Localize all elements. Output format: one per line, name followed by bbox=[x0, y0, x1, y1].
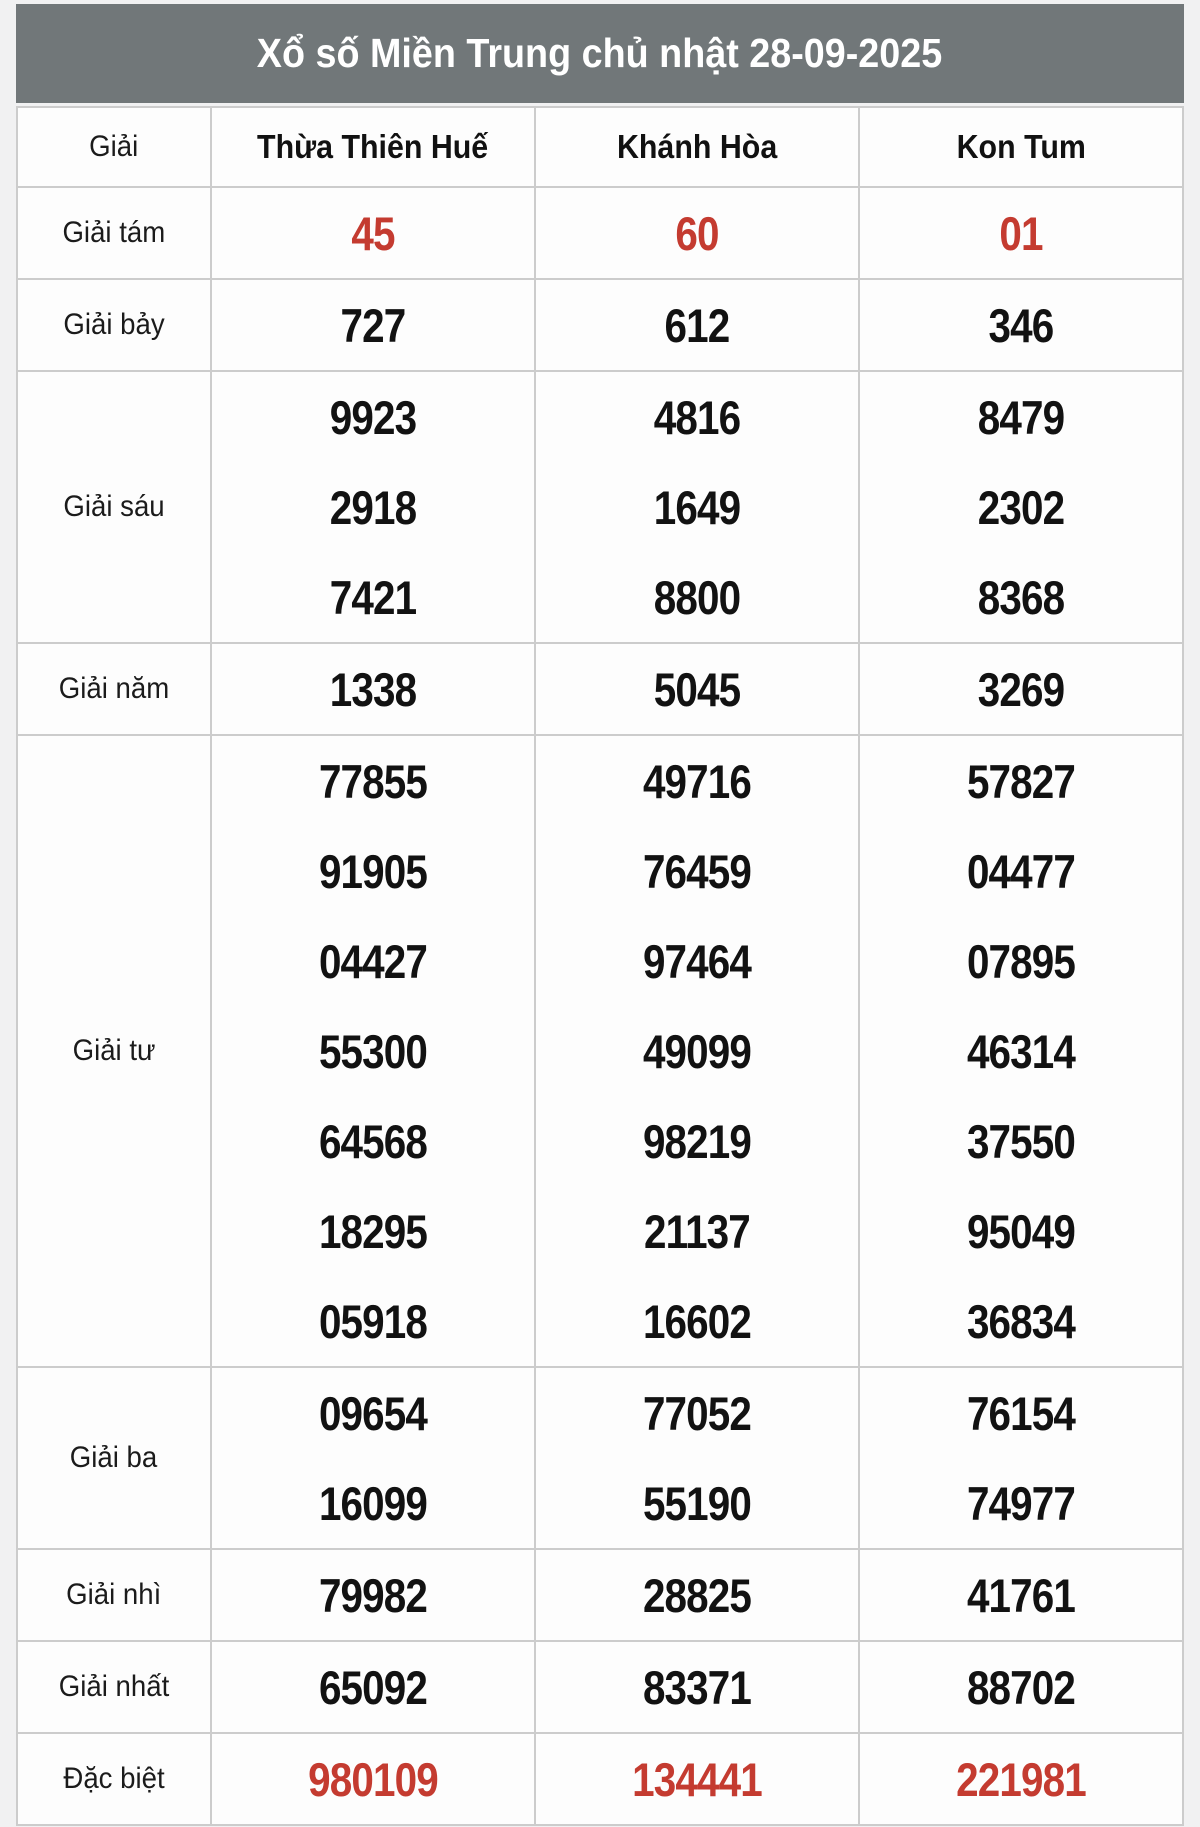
prize-number: 04477 bbox=[966, 844, 1076, 898]
prize-label bbox=[17, 1641, 211, 1733]
prize-number: 76154 bbox=[966, 1386, 1076, 1440]
prize-number: 64568 bbox=[318, 1114, 428, 1168]
prize-label-text: Đặc biệt bbox=[63, 1762, 165, 1795]
lottery-results-page bbox=[16, 4, 1184, 1826]
prize-cell-province-1 bbox=[211, 187, 535, 279]
prize-number: 221981 bbox=[956, 1752, 1086, 1806]
prize-cell-province-3 bbox=[859, 279, 1183, 371]
header-row bbox=[17, 107, 1183, 187]
prize-number: 01 bbox=[999, 206, 1043, 260]
prize-number: 09654 bbox=[318, 1386, 428, 1440]
prize-cell-province-2 bbox=[535, 1549, 859, 1641]
prize-cell-province-1 bbox=[211, 1733, 535, 1825]
prize-cell-province-3 bbox=[859, 643, 1183, 735]
column-header-province-2-text: Khánh Hòa bbox=[616, 128, 778, 165]
prize-cell-province-1 bbox=[211, 643, 535, 735]
prize-cell-province-2 bbox=[535, 1733, 859, 1825]
prize-rows bbox=[17, 187, 1183, 1825]
prize-cell-province-3 bbox=[859, 735, 1183, 1367]
prize-number: 65092 bbox=[318, 1660, 428, 1714]
prize-cell-province-2 bbox=[535, 643, 859, 735]
prize-number: 134441 bbox=[632, 1752, 762, 1806]
column-header-province-kon-tum bbox=[859, 107, 1183, 187]
page-title bbox=[16, 4, 1184, 103]
prize-number: 57827 bbox=[966, 754, 1076, 808]
prize-number: 98219 bbox=[642, 1114, 752, 1168]
page-title-text: Xổ số Miền Trung chủ nhật 28-09-2025 bbox=[257, 30, 943, 76]
prize-number: 4816 bbox=[653, 390, 741, 444]
prize-number: 3269 bbox=[977, 662, 1065, 716]
prize-number: 74977 bbox=[966, 1476, 1076, 1530]
prize-label-text: Giải sáu bbox=[63, 490, 165, 523]
prize-number: 88702 bbox=[966, 1660, 1076, 1714]
column-header-prize bbox=[17, 107, 211, 187]
prize-number: 79982 bbox=[318, 1568, 428, 1622]
prize-number: 8800 bbox=[653, 570, 741, 624]
prize-cell-province-3 bbox=[859, 1549, 1183, 1641]
column-header-prize-text: Giải bbox=[89, 130, 139, 163]
prize-number: 346 bbox=[988, 298, 1054, 352]
prize-label bbox=[17, 1549, 211, 1641]
prize-cell-province-2 bbox=[535, 1367, 859, 1549]
prize-row bbox=[17, 735, 1183, 1367]
prize-number: 04427 bbox=[318, 934, 428, 988]
prize-cell-province-3 bbox=[859, 1733, 1183, 1825]
prize-label bbox=[17, 187, 211, 279]
prize-number: 41761 bbox=[966, 1568, 1076, 1622]
prize-label-text: Giải bảy bbox=[63, 308, 165, 341]
prize-number: 28825 bbox=[642, 1568, 752, 1622]
prize-number: 49099 bbox=[642, 1024, 752, 1078]
prize-number: 37550 bbox=[966, 1114, 1076, 1168]
prize-row bbox=[17, 643, 1183, 735]
prize-number: 49716 bbox=[642, 754, 752, 808]
prize-label bbox=[17, 735, 211, 1367]
prize-number: 45 bbox=[351, 206, 395, 260]
prize-row bbox=[17, 1733, 1183, 1825]
prize-cell-province-1 bbox=[211, 1641, 535, 1733]
prize-number: 21137 bbox=[644, 1204, 750, 1258]
prize-number: 612 bbox=[664, 298, 730, 352]
prize-label-text: Giải ba bbox=[70, 1441, 158, 1474]
prize-number: 18295 bbox=[318, 1204, 428, 1258]
prize-row bbox=[17, 1367, 1183, 1549]
prize-cell-province-2 bbox=[535, 1641, 859, 1733]
prize-number: 16099 bbox=[318, 1476, 428, 1530]
prize-number: 9923 bbox=[329, 390, 417, 444]
prize-number: 07895 bbox=[966, 934, 1076, 988]
prize-cell-province-3 bbox=[859, 1367, 1183, 1549]
prize-number: 77855 bbox=[318, 754, 428, 808]
prize-number: 83371 bbox=[642, 1660, 752, 1714]
prize-label-text: Giải nhì bbox=[66, 1578, 162, 1611]
prize-number: 8368 bbox=[977, 570, 1065, 624]
prize-label bbox=[17, 371, 211, 643]
prize-label-text: Giải tám bbox=[62, 216, 166, 249]
prize-number: 95049 bbox=[966, 1204, 1076, 1258]
prize-cell-province-3 bbox=[859, 1641, 1183, 1733]
prize-number: 8479 bbox=[977, 390, 1065, 444]
table-header bbox=[17, 107, 1183, 187]
prize-cell-province-1 bbox=[211, 279, 535, 371]
prize-number: 980109 bbox=[308, 1752, 438, 1806]
prize-number: 46314 bbox=[966, 1024, 1076, 1078]
prize-number: 2918 bbox=[329, 480, 417, 534]
prize-label bbox=[17, 643, 211, 735]
prize-label-text: Giải năm bbox=[58, 672, 170, 705]
prize-cell-province-3 bbox=[859, 187, 1183, 279]
column-header-province-1-text: Thừa Thiên Huế bbox=[257, 128, 489, 165]
prize-label-text: Giải tư bbox=[72, 1034, 156, 1067]
prize-row bbox=[17, 1641, 1183, 1733]
prize-number: 7421 bbox=[329, 570, 417, 624]
prize-label bbox=[17, 1367, 211, 1549]
prize-number: 1649 bbox=[653, 480, 741, 534]
prize-row bbox=[17, 187, 1183, 279]
prize-cell-province-1 bbox=[211, 1549, 535, 1641]
prize-label-text: Giải nhất bbox=[58, 1670, 170, 1703]
prize-number: 55190 bbox=[642, 1476, 752, 1530]
lottery-results-table bbox=[16, 106, 1184, 1826]
prize-cell-province-1 bbox=[211, 371, 535, 643]
prize-number: 1338 bbox=[329, 662, 417, 716]
prize-cell-province-1 bbox=[211, 1367, 535, 1549]
prize-cell-province-1 bbox=[211, 735, 535, 1367]
prize-number: 76459 bbox=[642, 844, 752, 898]
prize-number: 5045 bbox=[653, 662, 741, 716]
prize-cell-province-2 bbox=[535, 735, 859, 1367]
prize-cell-province-2 bbox=[535, 371, 859, 643]
prize-number: 16602 bbox=[642, 1294, 752, 1348]
prize-number: 727 bbox=[340, 298, 406, 352]
prize-row bbox=[17, 279, 1183, 371]
prize-cell-province-2 bbox=[535, 187, 859, 279]
prize-number: 97464 bbox=[642, 934, 752, 988]
column-header-province-thua-thien-hue bbox=[211, 107, 535, 187]
prize-number: 77052 bbox=[642, 1386, 752, 1440]
prize-number: 55300 bbox=[318, 1024, 428, 1078]
column-header-province-3-text: Kon Tum bbox=[956, 128, 1086, 165]
prize-label bbox=[17, 279, 211, 371]
prize-cell-province-3 bbox=[859, 371, 1183, 643]
prize-row bbox=[17, 371, 1183, 643]
prize-number: 91905 bbox=[318, 844, 428, 898]
prize-row bbox=[17, 1549, 1183, 1641]
prize-number: 36834 bbox=[966, 1294, 1076, 1348]
prize-label bbox=[17, 1733, 211, 1825]
prize-cell-province-2 bbox=[535, 279, 859, 371]
prize-number: 60 bbox=[675, 206, 719, 260]
prize-number: 05918 bbox=[318, 1294, 428, 1348]
prize-number: 2302 bbox=[977, 480, 1065, 534]
column-header-province-khanh-hoa bbox=[535, 107, 859, 187]
